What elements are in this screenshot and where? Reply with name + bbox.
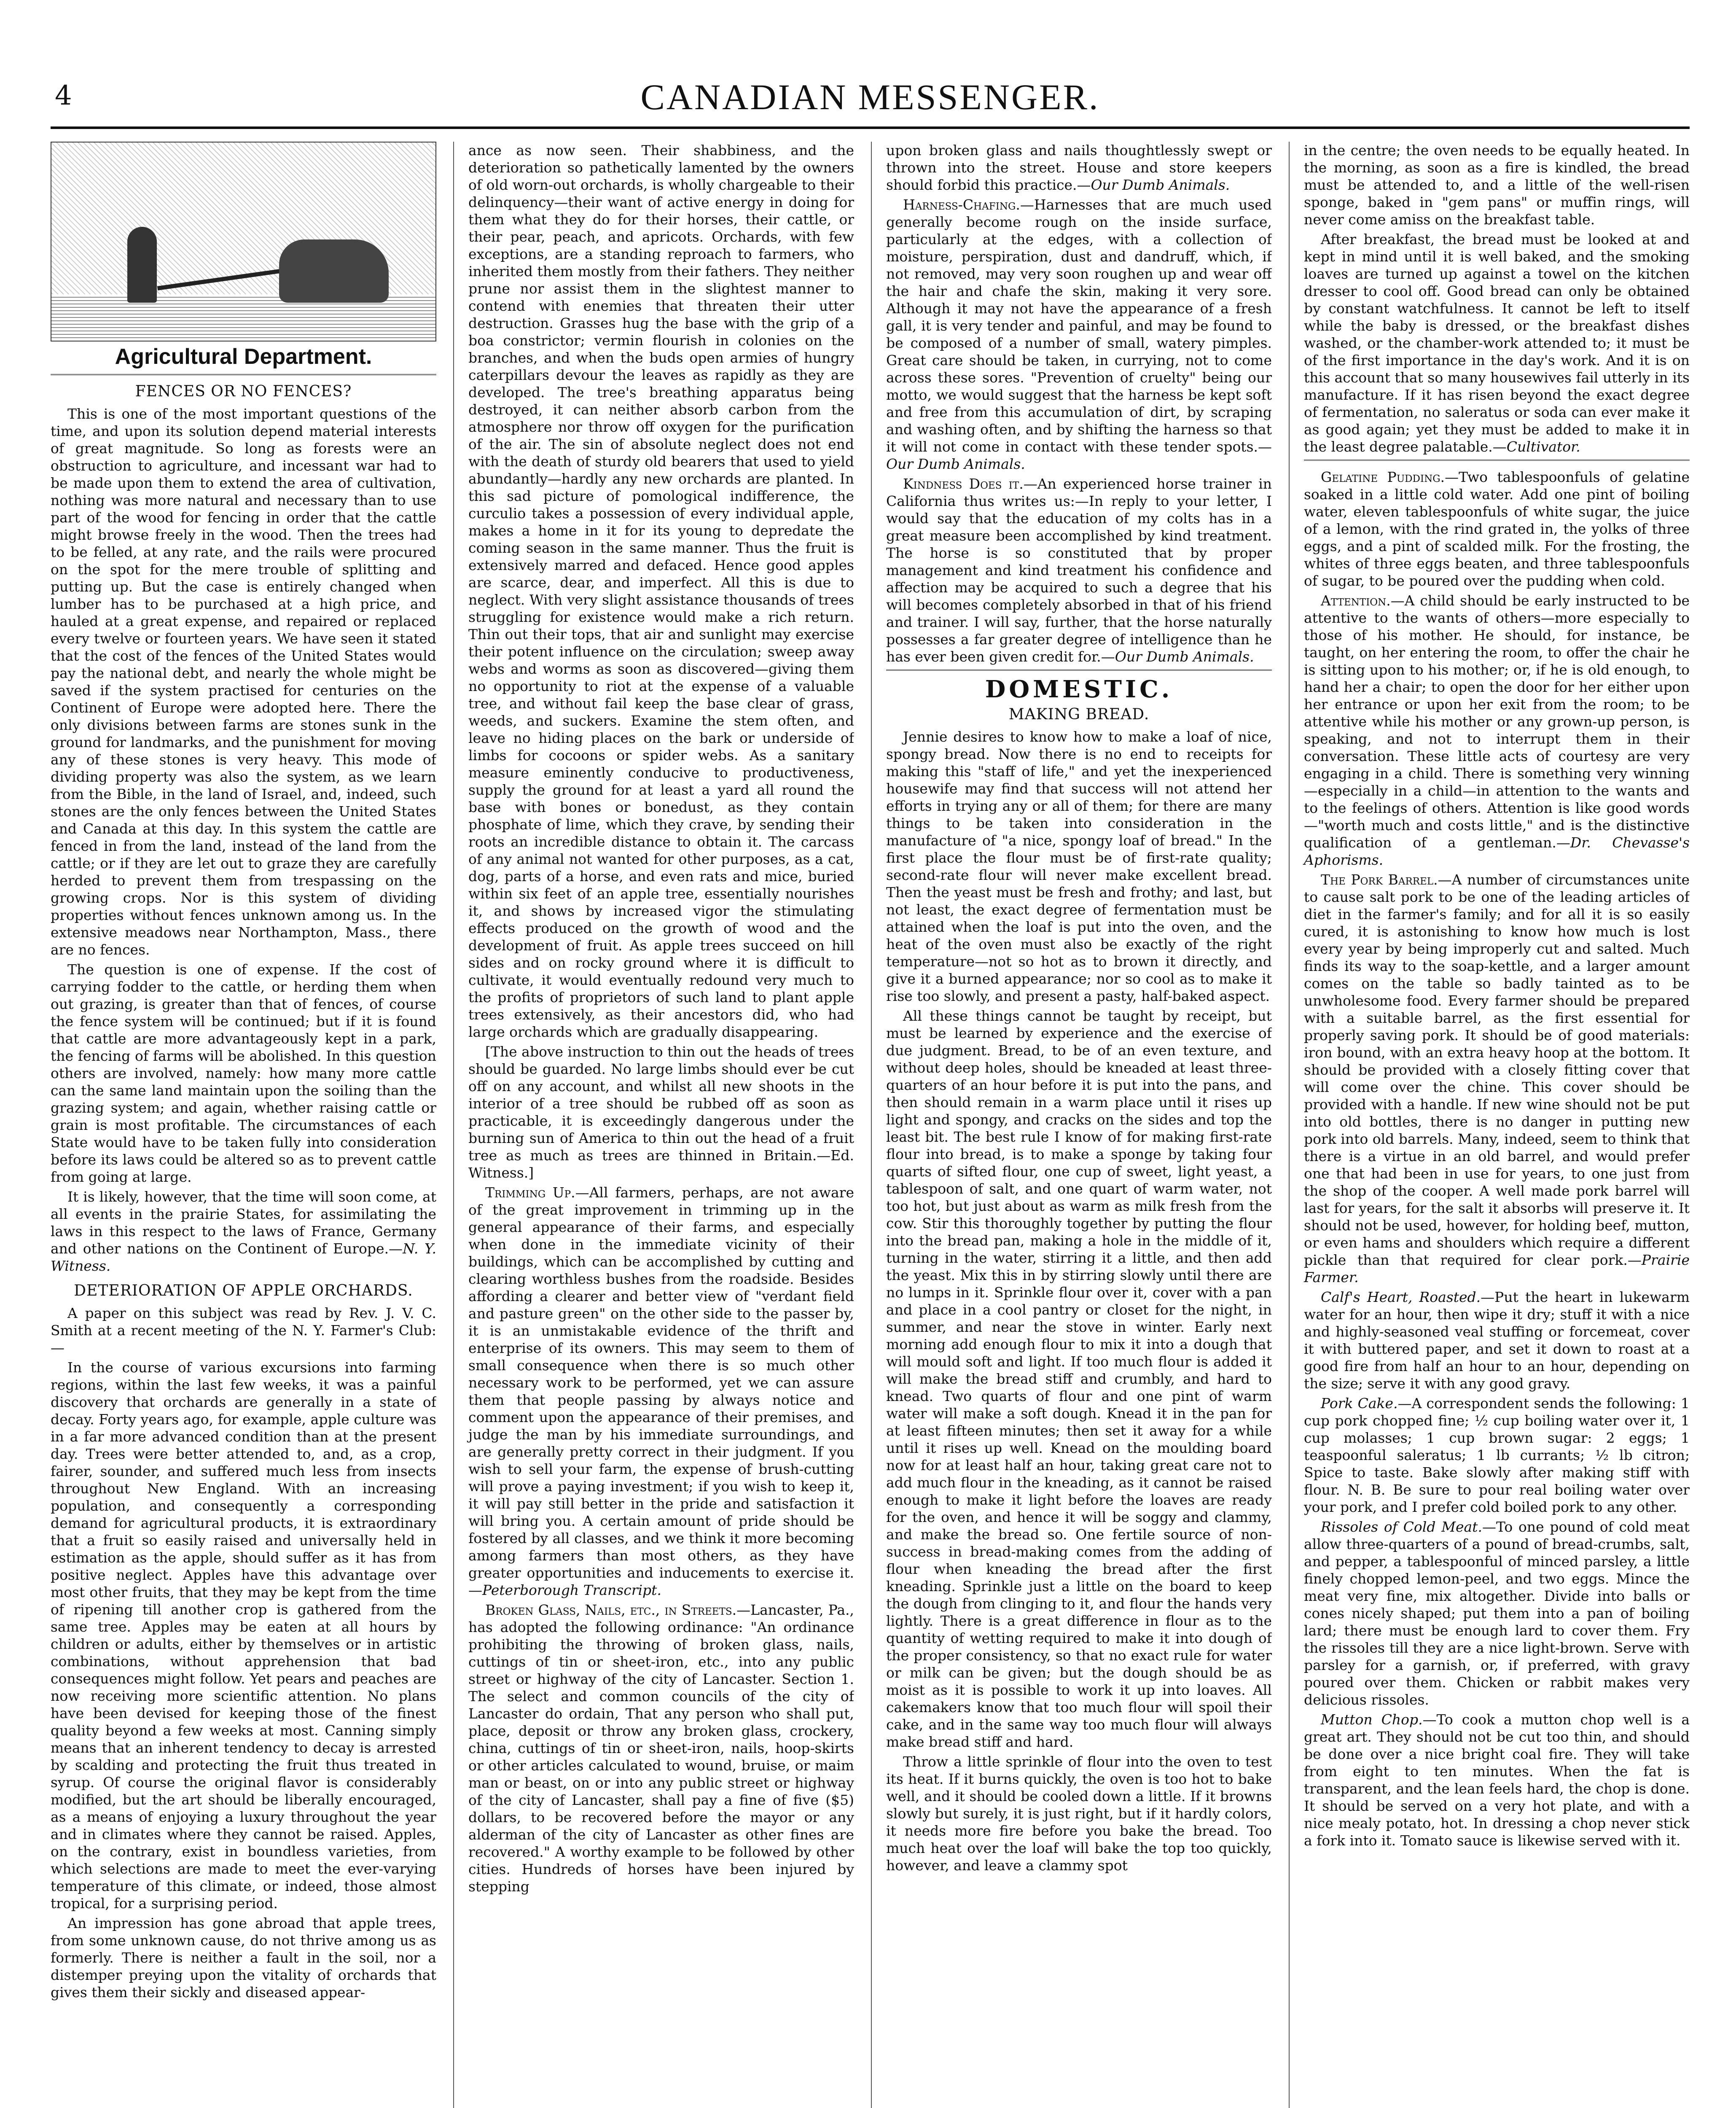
- paragraph: Kindness Does it.—An experienced horse trainer in California thus writes us:—In reply to your letter, I would say that the education of my colts has in a great measure been accomplished by kind treatment. The horse is so constituted that by proper management and kind treatment his confidence and affection may be acquired to such a degree that his will becomes completely absorbed in that of his friend and trainer. I will say, further, that the horse naturally possesses a far greater degree of intelligence than he has ever been given credit for.—Our Dumb Animals.: [886, 476, 1272, 665]
- paragraph: Mutton Chop.—To cook a mutton chop well is a great art. They should not be cut too thin, and should be done over a nice bright coal fire. They will take from eight to ten minutes. When the fat is transparent, and the lean feels hard, the chop is done. It should be served on a very hot plate, and with a nice mealy potato, hot. In dressing a chop never stick a fork into it. Tomato sauce is likewise served with it.: [1304, 1711, 1690, 1849]
- paragraph: Jennie desires to know how to make a loaf of nice, spongy bread. Now there is no end to receipts for making this "staff of life," and yet the inexperienced housewife may find that success will not attend her efforts in trying any or all of them; for there are many things to be taken into consideration in the manufacture of "a nice, spongy loaf of bread." In the first place the flour must be of first-rate quality; second-rate flour will never make excellent bread. Then the yeast must be fresh and frothy; and last, but not least, the exact degree of fermentation must be attained when the loaf is put into the oven, and the heat of the oven must also be exactly of the right temperature—not so hot as to brown it directly, and give it a burned appearance; nor so cool as to make it rise too slowly, and present a pasty, half-baked aspect.: [886, 729, 1272, 1004]
- masthead: [51, 63, 1690, 129]
- ploughing-woodcut-illustration: [51, 142, 436, 341]
- column-4: [1289, 142, 1690, 2108]
- article-heading: MAKING BREAD.: [1008, 706, 1150, 723]
- article-heading: FENCES OR NO FENCES?: [135, 383, 352, 400]
- section-title: Agricultural Department.: [115, 344, 372, 369]
- paragraph: upon broken glass and nails thoughtlessly swept or thrown into the street. House and store keepers should forbid this practice.—Our Dumb Animals.: [886, 142, 1272, 193]
- paragraph: Harness-Chafing.—Harnesses that are much used generally become rough on the inside surface, particularly at the edges, with a collection of moisture, perspiration, dust and dandruff, which, if not removed, may very soon roughen up and wear off the hair and chafe the skin, making it very sore. Although it may not have the appearance of a fresh gall, it is very tender and painful, and may be found to be composed of a number of small, watery pimples. Great care should be taken, in currying, not to come across these sores. "Prevention of cruelty" being our motto, we would suggest that the harness be kept soft and free from this accumulation of dirt, by scraping and washing often, and by shifting the harness so that it will not come in contact with these tender spots.—Our Dumb Animals.: [886, 196, 1272, 472]
- columns: [51, 142, 1690, 2108]
- paragraph: An impression has gone abroad that apple trees, from some unknown cause, do not thrive among us as formerly. There is neither a fault in the soil, nor a distemper preying upon the vitality of orchards that gives them their sickly and diseased appear-: [51, 1915, 436, 2000]
- paragraph: Pork Cake.—A correspondent sends the following: 1 cup pork chopped fine; ½ cup boiling water over it, 1 cup molasses; 1 cup brown sugar: 2 eggs; 1 teaspoonful saleratus; 1 lb currants; ½ lb citron; Spice to taste. Bake slowly after making stiff with flour. N. B. Be sure to pour real boiling water over your pork, and I prefer cold boiled pork to any other.: [1304, 1395, 1690, 1515]
- paragraph: in the centre; the oven needs to be equally heated. In the morning, as soon as a fire is kindled, the bread must be attended to, and a little of the well-risen sponge, baked in "gem pans" or muffin rings, will never come amiss on the breakfast table.: [1304, 142, 1690, 228]
- page-number: 4: [55, 80, 72, 111]
- divider: [886, 670, 1272, 671]
- ox-figure: [279, 239, 389, 303]
- source-credit: Peterborough Transcript.: [482, 1582, 661, 1598]
- column-2: [453, 142, 854, 2108]
- paragraph: It is likely, however, that the time will soon come, at all events in the prairie States, for assimilating the laws in this respect to the laws of France, Germany and other nations on the Continent of Europe.—N. Y. Witness.: [51, 1188, 436, 1274]
- paragraph: All these things cannot be taught by receipt, but must be learned by experience and the exercise of due judgment. Bread, to be of an even texture, and without deep holes, should be kneaded at least three-quarters of an hour before it is put into the pans, and then should remain in a warm place until it rises up light and spongy, and cracks on the sides and top the least bit. The best rule I know of for making first-rate flour into bread, is to make a sponge by taking four quarts of sifted flour, one cup of sweet, light yeast, a tablespoon of salt, and one quart of warm water, not too hot, but just about as warm as milk fresh from the cow. Stir this thoroughly together by putting the flour into the bread pan, making a hole in the middle of it, turning in the water, stirring it a little, and then add the yeast. Mix this in by stirring slowly until there are no lumps in it. Sprinkle flour over it, cover with a pan and place in a cool pantry or closet for the night, in summer, and near the stove in winter. Early next morning add enough flour to mix it into a dough that will mould soft and light. If too much flour is added it will make the bread stiff and crumbly, and hard to knead. Two quarts of flour and one pint of warm water will make a soft dough. Knead it in the pan for at least fifteen minutes; then set it away for a while until it rises up well. Knead on the moulding board now for at least half an hour, taking great care not to add much flour in the kneading, as it cannot be raised enough to make it light before the loaves are ready for the oven, and hence it will be soggy and clammy, and make the bread so. One fertile source of non-success in bread-making comes from the adding of flour when kneading the bread after the first kneading. Sprinkle just a little on the board to keep the dough from clinging to it, and flour the hands very lightly. There is a great difference in flour as to the quantity of wetting required to make it into dough of the proper consistency, so that no exact rule for water or milk can be given; but the dough should be as moist as it is possible to work it up into loaves. All cakemakers know that too much flour will spoil their cake, and in the same way too much flour will always make bread stiff and hard.: [886, 1008, 1272, 1750]
- article-heading: DETERIORATION OF APPLE ORCHARDS.: [74, 1282, 413, 1299]
- paragraph: Gelatine Pudding.—Two tablespoonfuls of gelatine soaked in a little cold water. Add one pint of boiling water, eleven tablespoonfuls of white sugar, the juice of a lemon, with the rind grated in, the yolks of three eggs, and a pint of scalded milk. For the frosting, the whites of three eggs beaten, and three tablespoonfuls of sugar, to be poured over the pudding when cold.: [1304, 469, 1690, 589]
- paragraph: This is one of the most important questions of the time, and upon its solution depend material interests of great magnitude. So long as forests were an obstruction to agriculture, and incessant war had to be made upon them to extend the area of cultivation, nothing was more natural and necessary than to use part of the wood for fencing in order that the cattle might browse freely in the wood. Then the trees had to be felled, at any rate, and the rails were procured on the spot for the mere trouble of splitting and putting up. But the case is entirely changed when lumber has to be purchased at a high price, and hauled at a great expense, and repaired or replaced every twelve or fourteen years. We have seen it stated that the cost of the fences of the United States would pay the national debt, and nearly the whole might be saved if the system practised for centuries on the Continent of Europe were adopted here. There the only divisions between farms are stones sunk in the ground for landmarks, and the punishment for moving any of these stones is very heavy. This mode of dividing property was also the system, as we learn from the Bible, in the land of Israel, and, indeed, such stones are the only fences between the United States and Canada at this day. In this system the cattle are fenced in from the land, instead of the land from the cattle; or if they are let out to graze they are carefully herded to prevent them from trespassing on the growing crops. Nor is this system of dividing properties without fences unknown among us. In the extensive meadows near Northampton, Mass., there are no fences.: [51, 406, 436, 958]
- paper-title: CANADIAN MESSENGER.: [640, 77, 1100, 117]
- paragraph: In the course of various excursions into farming regions, within the last few weeks, it was a painful discovery that orchards are generally in a state of decay. Forty years ago, for example, apple culture was in a far more advanced condition than at the present day. Trees were better attended to, and, as a crop, fairer, sounder, and suffered much less from insects throughout New England. With an increasing population, and consequently a corresponding demand for agricultural products, it is extraordinary that a fruit so easily raised and universally held in estimation as the apple, should suffer as it has from positive neglect. Apples have this advantage over most other fruits, that they may be kept from the time of ripening till another crop is gathered from the same tree. Apples may be eaten at all hours by children or adults, either by themselves or in artistic combinations, without apprehension that bad consequences might follow. Yet pears and peaches are now receiving more scientific attention. No plans have been devised for keeping those of the finest quality beyond a few weeks at most. Canning simply means that an inherent tendency to decay is arrested by scalding and protecting the fruit thus treated in syrup. Of course the original flavor is considerably modified, but the art should be liberally encouraged, as a means of enjoying a luxury throughout the year and in climates where they cannot be raised. Apples, on the contrary, exist in boundless varieties, from which selections are made to meet the ever-varying temperature of this climate, or indeed, those almost tropical, for a surprising period.: [51, 1359, 436, 1912]
- paragraph: Throw a little sprinkle of flour into the oven to test its heat. If it burns quickly, the oven is too hot to bake well, and it should be cooled down a little. If it browns slowly but surely, it is just right, but if it hardly colors, it needs more fire before you bake the bread. Too much heat over the loaf will bake the top too quickly, however, and leave a clammy spot: [886, 1753, 1272, 1874]
- column-3: [871, 142, 1272, 2108]
- paragraph: After breakfast, the bread must be looked at and kept in mind until it is well baked, and the smoking loaves are turned up against a towel on the kitchen dresser to cool off. Good bread can only be obtained by constant watchfulness. It cannot be left to itself while the baby is dressed, or the breakfast dishes washed, or the chamber-work attended to; it must be of the first importance in the day's work. And it is on this account that so many housewives fail utterly in its manufacture. If it has risen beyond the exact degree of fermentation, no saleratus or soda can ever make it as good again; yet they must be added to make it in the least degree palatable.—Cultivator.: [1304, 231, 1690, 455]
- divider: [1304, 460, 1690, 461]
- divider: [51, 374, 436, 375]
- paragraph: Attention.—A child should be early instructed to be attentive to the wants of others—more especially to those of his mother. He should, for instance, be taught, on her entering the room, to offer the chair he is sitting upon to his mother; or, if he is old enough, to hand her a chair; to open the door for her either upon her entrance or upon her exit from the room; to be attentive while his mother or any grown-up person, is speaking, and not to interrupt them in their conversation. These little acts of courtesy are very engaging in a child. There is something very winning—especially in a child—in attention to the wants and to the feelings of others. Attention is like good words—"worth much and costs little," and is the distinctive qualification of a gentleman.—Dr. Chevasse's Aphorisms.: [1304, 592, 1690, 868]
- source-credit: N. Y. Witness.: [51, 1240, 436, 1274]
- paragraph: A paper on this subject was read by Rev. J. V. C. Smith at a recent meeting of the N. Y. Farmer's Club:—: [51, 1305, 436, 1356]
- plough-figure: [157, 269, 283, 290]
- section-title: DOMESTIC.: [985, 675, 1173, 703]
- paragraph: Broken Glass, Nails, etc., in Streets.—Lancaster, Pa., has adopted the following ordinance: "An ordinance prohibiting the throwing of broken glass, nails, cuttings of tin or sheet-iron, etc., into any public street or highway of the city of Lancaster. Section 1. The select and common councils of the city of Lancaster do ordain, That any person who shall put, place, deposit or throw any broken glass, crockery, china, cuttings of tin or sheet-iron, nails, hoop-skirts or other articles calculated to wound, bruise, or maim man or beast, on or into any public street or highway of the city of Lancaster, shall pay a fine of five ($5) dollars, to be recovered before the mayor or any alderman of the city of Lancaster as other fines are recovered." A worthy example to be followed by other cities. Hundreds of horses have been injured by stepping: [468, 1602, 854, 1895]
- editor-note: [The above instruction to thin out the heads of trees should be guarded. No large limbs should ever be cut off on any account, and whilst all new shoots in the interior of a tree should be rubbed off as soon as practicable, it is exceedingly dangerous under the burning sun of America to thin out the head of a fruit tree as much as trees are thinned in Britain.—Ed. Witness.]: [468, 1043, 854, 1181]
- farmer-figure: [127, 227, 157, 303]
- paragraph: Rissoles of Cold Meat.—To one pound of cold meat allow three-quarters of a pound of bread-crumbs, salt, and pepper, a tablespoonful of minced parsley, a little finely chopped lemon-peel, and two eggs. Mince the meat very fine, mix altogether. Divide into balls or cones nicely shaped; put them into a pan of boiling lard; there must be enough lard to cover them. Fry the rissoles till they are a nice light-brown. Serve with parsley for a garnish, or, if preferred, with gravy poured over them. Chicken or rabbit makes very delicious rissoles.: [1304, 1519, 1690, 1708]
- paragraph: Calf's Heart, Roasted.—Put the heart in lukewarm water for an hour, then wipe it dry; stuff it with a nice and highly-seasoned veal stuffing or forcemeat, cover it with buttered paper, and set it down to roast at a good fire from half an hour to an hour, depending on the size; serve it with any good gravy.: [1304, 1289, 1690, 1392]
- paragraph: ance as now seen. Their shabbiness, and the deterioration so pathetically lamented by the owners of old worn-out orchards, is wholly chargeable to their delinquency—their want of active energy in doing for them what they do for their horses, their cattle, or their pear, peach, and apricots. Orchards, with few exceptions, are a standing reproach to farmers, who inherited them mostly from their fathers. They neither prune nor assist them in the slightest manner to contend with enemies that threaten their utter destruction. Grasses hug the base with the grip of a boa constrictor; vermin flourish in colonies on the branches, and when the buds open armies of hungry caterpillars devour the leaves as rapidly as they are developed. The tree's breathing apparatus being destroyed, it can neither absorb carbon from the atmosphere nor throw off oxygen for the purification of the air. The sin of absolute neglect does not end with the death of sturdy old bearers that used to yield abundantly—hardly any new orchards are planted. In this sad picture of pomological indifference, the curculio takes a possession of every individual apple, makes a home in it for its young to depredate the coming season in the same manner. Thus the fruit is extensively marred and defaced. Hence good apples are scarce, dear, and imperfect. All this is due to neglect. With very slight assistance thousands of trees struggling for existence would make a rich return. Thin out their tops, that air and sunlight may exercise their potent influence on the circulation; sweep away webs and worms as soon as discovered—giving them no opportunity to riot at the expense of a valuable tree, and without fail keep the base clear of grass, weeds, and suckers. Examine the stem often, and leave no hiding places on the bark or underside of limbs for cocoons or spider webs. As a sanitary measure eminently conducive to productiveness, supply the ground for at least a yard all round the base with bones or bonedust, as they contain phosphate of lime, which they crave, by sending their roots an incredible distance to obtain it. The carcass of any animal not wanted for other purposes, as a cat, dog, parts of a horse, and even rats and mice, buried within six feet of an apple tree, essentially nourishes it, and shows by increased vigor the stimulating effects produced on the growth of wood and the development of fruit. As apple trees succeed on hill sides and on rocky ground where it is difficult to cultivate, it would eventually redound very much to the profits of proprietors of such land to plant apple trees extensively, as their ancestors did, who had large orchards which are gradually disappearing.: [468, 142, 854, 1040]
- paragraph: Trimming Up.—All farmers, perhaps, are not aware of the great improvement in trimming up in the general appearance of their farms, and especially when done in the immediate vicinity of their buildings, which can be accomplished by cutting and clearing worthless bushes from the roadside. Besides affording a clearer and better view of "verdant field and pasture green" on the other side to the passer by, it is an unmistakable evidence of the thrift and enterprise of its owners. This may seem to them of small consequence when there is so much other necessary work to be performed, yet we can assure them that people passing by always notice and comment upon the appearance of their premises, and judge the man by his immediate surroundings, and are generally pretty correct in their judgment. If you wish to sell your farm, the expense of brush-cutting will prove a paying investment; if you wish to keep it, it will pay still better in the pride and satisfaction it will bring you. A certain amount of pride should be fostered by all classes, and we think it more becoming among farmers than most others, as they have greater opportunities and inducements to exercise it.—Peterborough Transcript.: [468, 1184, 854, 1598]
- paragraph: The question is one of expense. If the cost of carrying fodder to the cattle, or herding them when out grazing, is greater than that of fences, of course the fence system will be continued; but if it is found that cattle are more advantageously kept in a park, the fencing of farms will be abolished. In this question others are involved, namely: how many more cattle can the same land maintain upon the soiling than the grazing system; and again, whether raising cattle or grain is most profitable. The circumstances of each State would have to be taken fully into consideration before its laws could be altered so as to prevent cattle from going at large.: [51, 961, 436, 1185]
- column-1: [51, 142, 436, 2108]
- paragraph: The Pork Barrel.—A number of circumstances unite to cause salt pork to be one of the leading articles of diet in the farmer's family; and for all it is so easily cured, it is astonishing to know how much is lost every year by being improperly cut and salted. Much finds its way to the soap-kettle, and a larger amount comes on the table so badly tainted as to be unwholesome food. Every farmer should be prepared with a suitable barrel, as the first essential for properly saving pork. It should be of good materials: iron bound, with an extra heavy hoop at the bottom. It should be provided with a closely fitting cover that will come over the chine. This cover should be provided with a handle. If new wine should not be put into old bottles, there is no danger in putting new pork into old barrels. Many, indeed, seem to think that there is a virtue in an old barrel, and would prefer one that had been in use for years, to one just from the shop of the cooper. A well made pork barrel will last for years, for the salt it absorbs will preserve it. It should not be used, however, for holding beef, mutton, or even hams and shoulders which require a different pickle than that required for clear pork.—Prairie Farmer.: [1304, 871, 1690, 1285]
